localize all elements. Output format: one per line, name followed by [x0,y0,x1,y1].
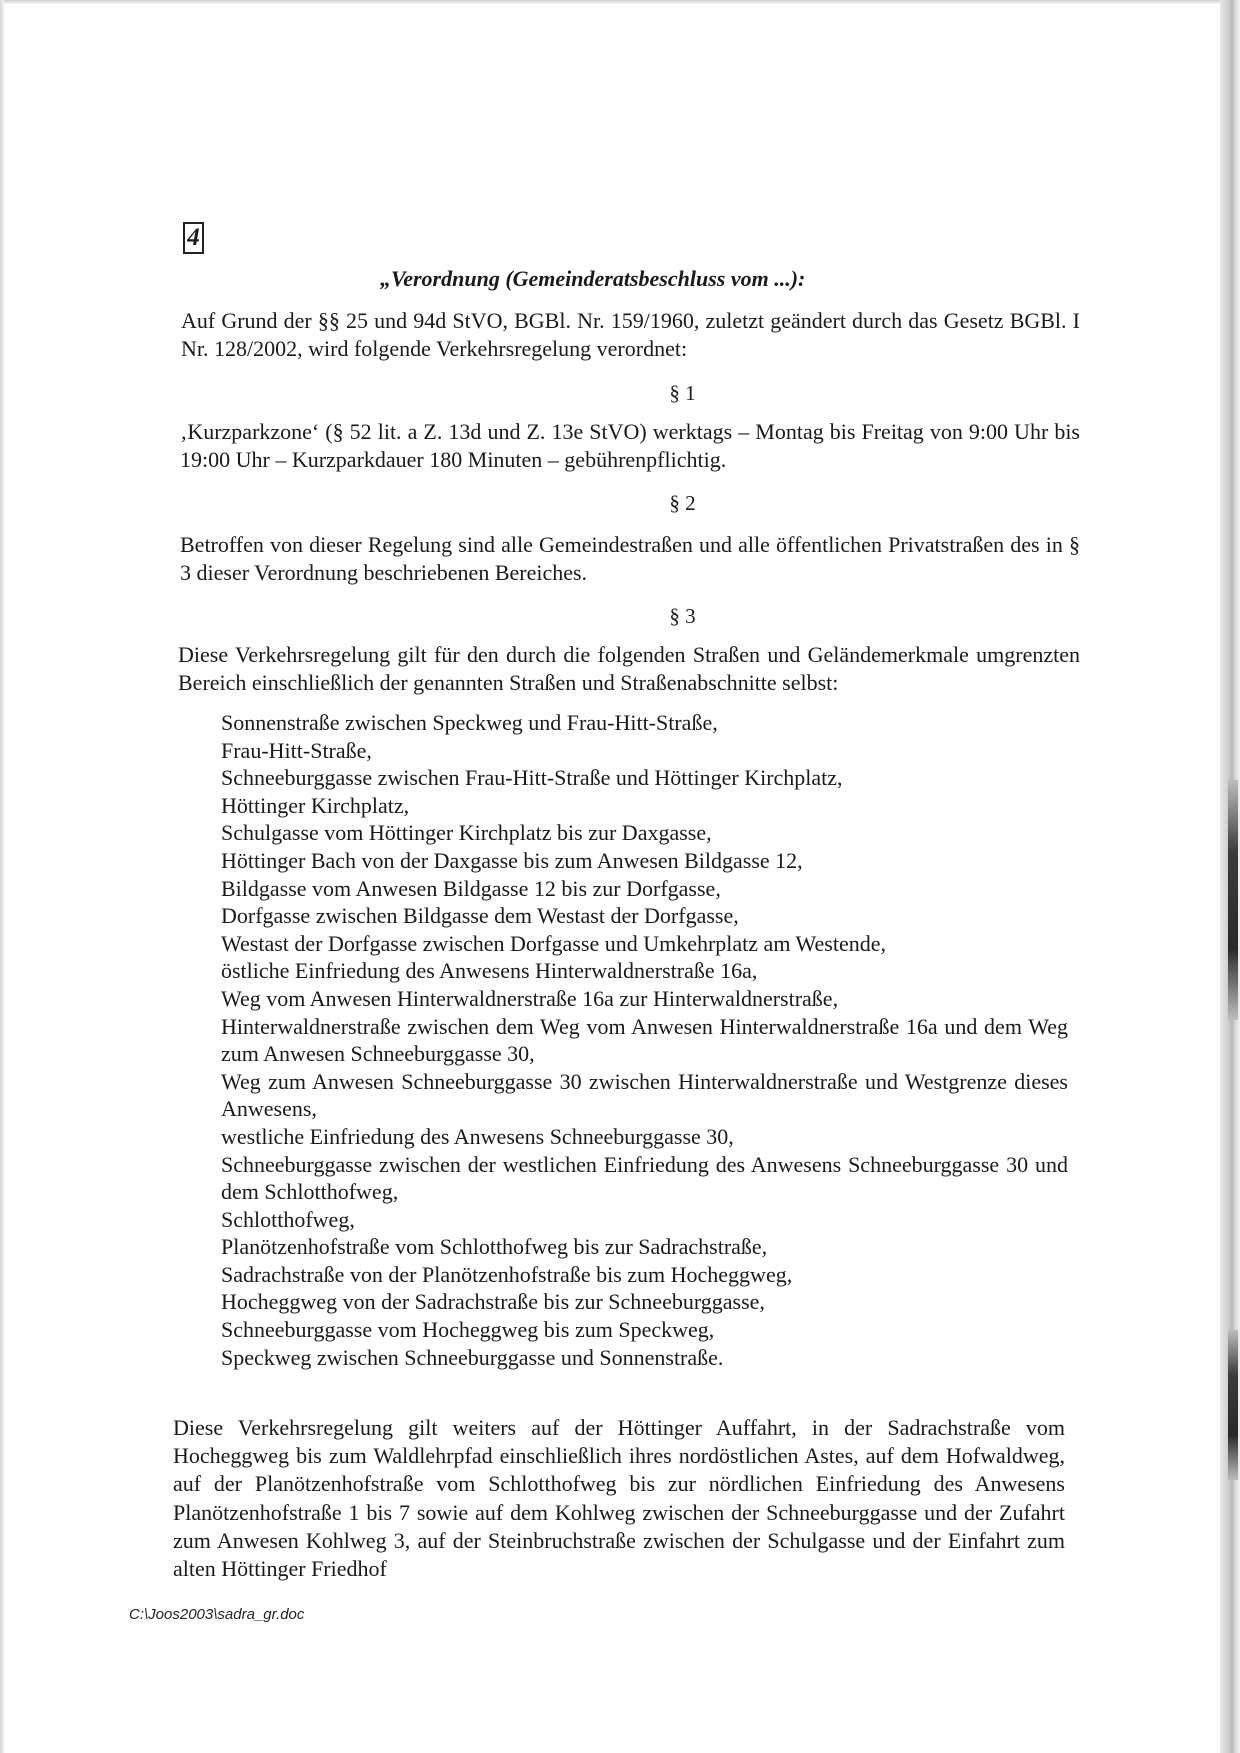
scan-shadow-band [1228,1330,1238,1480]
section-mark-1 [0,379,1240,407]
list-item: östliche Einfriedung des Anwesens Hinterwaldnerstraße 16a, [221,958,758,984]
list-item: Schneeburggasse vom Hocheggweg bis zum Speckweg, [221,1317,715,1343]
page-number-box: 4 [183,222,204,254]
section-mark-label: § 3 [669,604,696,628]
list-item: Schulgasse vom Höttinger Kirchplatz bis zur Daxgasse, [221,820,712,846]
closing-paragraph: Diese Verkehrsregelung gilt weiters auf der Höttinger Auffahrt, in der Sadrachstraße vom Hocheggweg bis zum Waldlehrpfad einschließlich ihres nordöstlichen Astes, auf dem Hofwaldweg, auf der Planötzenhofstraße vom Schlotthofweg bis zur nördlichen Einfriedung des Anwesens Planötzenhofstraße 1 bis 7 sowie auf dem Kohlweg zwischen der Schneeburggasse und der Zufahrt zum Anwesen Kohlweg 3, auf der Steinbruchstraße zwischen der Schulgasse und der Einfahrt zum alten Höttinger Friedhof [173,1415,1065,1582]
list-item: Schlotthofweg, [221,1206,355,1232]
list-item: Westast der Dorfgasse zwischen Dorfgasse und Umkehrplatz am Westende, [221,930,887,956]
list-item: Höttinger Bach von der Daxgasse bis zum Anwesen Bildgasse 12, [221,847,803,873]
list-item: Weg zum Anwesen Schneeburggasse 30 zwischen Hinterwaldnerstraße und Westgrenze dieses Anwesens, [221,1068,1068,1122]
page-title: „Verordnung (Gemeinderatsbeschluss vom ...): [380,266,806,291]
list-item: westliche Einfriedung des Anwesens Schneeburggasse 30, [221,1123,734,1149]
list-item: Höttinger Kirchplatz, [221,792,410,818]
section-mark-2 [0,489,1240,517]
list-item: Dorfgasse zwischen Bildgasse dem Westast der Dorfgasse, [221,903,739,929]
list-item: Bildgasse vom Anwesen Bildgasse 12 bis zur Dorfgasse, [221,875,721,901]
list-item: Weg vom Anwesen Hinterwaldnerstraße 16a zur Hinterwaldnerstraße, [221,985,839,1011]
scan-edge-left [0,0,4,1753]
list-item: Sadrachstraße von der Planötzenhofstraße bis zum Hocheggweg, [221,1261,793,1287]
list-item: Schneeburggasse zwischen der westlichen Einfriedung des Anwesens Schneeburggasse 30 und dem Schlotthofweg, [221,1151,1068,1205]
scan-edge-top [0,0,1240,4]
section-3-text: Diese Verkehrsregelung gilt für den durch die folgenden Straßen und Geländemerkmale umgrenzten Bereich einschließlich der genannten Straßen und Straßenabschnitte selbst: [178,642,1080,695]
list-item: Schneeburggasse zwischen Frau-Hitt-Straße und Höttinger Kirchplatz, [221,765,843,791]
list-item: Planötzenhofstraße vom Schlotthofweg bis zur Sadrachstraße, [221,1234,768,1260]
scan-edge-right [1220,0,1240,1753]
list-item: Speckweg zwischen Schneeburggasse und Sonnenstraße. [221,1344,724,1370]
section-2-text: Betroffen von dieser Regelung sind alle Gemeindestraßen und alle öffentlichen Privatstraßen des in § 3 dieser Verordnung beschriebenen Bereiches. [180,532,1080,585]
section-mark-label: § 2 [669,491,696,515]
section-mark-3 [0,602,1240,630]
scan-shadow-band [1228,780,1238,1020]
list-item: Hocheggweg von der Sadrachstraße bis zur Schneeburggasse, [221,1289,765,1315]
footer-file-path: C:\Joos2003\sadra_gr.doc [129,1606,305,1623]
boundary-street-list [221,709,1068,1371]
list-item: Frau-Hitt-Straße, [221,737,372,763]
section-mark-label: § 1 [669,381,696,405]
list-item: Hinterwaldnerstraße zwischen dem Weg vom Anwesen Hinterwaldnerstraße 16a und dem Weg zum Anwesen Schneeburggasse 30, [221,1013,1068,1067]
section-1-text: ‚Kurzparkzone‘ (§ 52 lit. a Z. 13d und Z. 13e StVO) werktags – Montag bis Freitag von 9:00 Uhr bis 19:00 Uhr – Kurzparkdauer 180 Minuten – gebührenpflichtig. [180,419,1080,472]
intro-paragraph: Auf Grund der §§ 25 und 94d StVO, BGBl. Nr. 159/1960, zuletzt geändert durch das Gesetz BGBl. I Nr. 128/2002, wird folgende Verkehrsregelung verordnet: [181,308,1080,361]
list-item: Sonnenstraße zwischen Speckweg und Frau-Hitt-Straße, [221,710,718,735]
